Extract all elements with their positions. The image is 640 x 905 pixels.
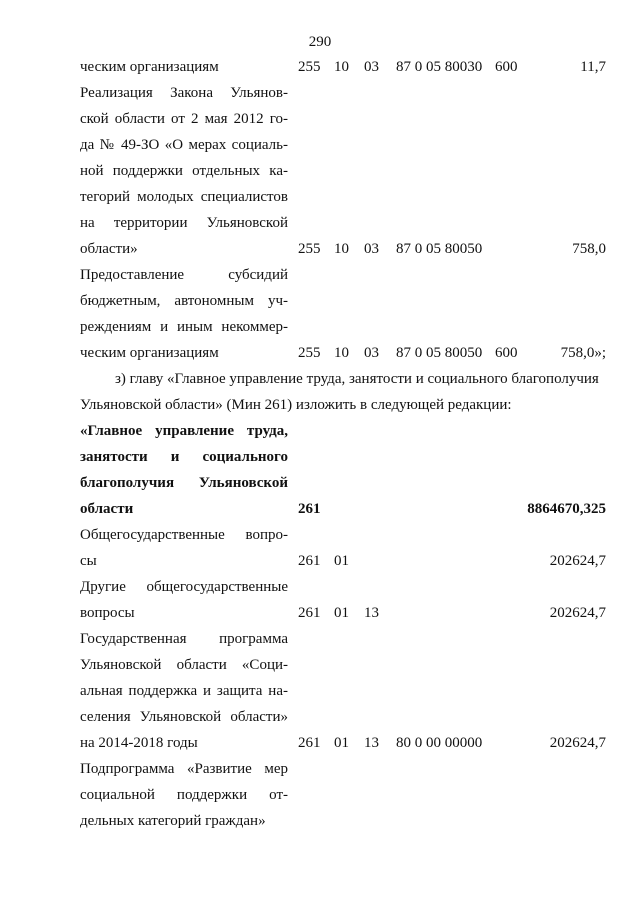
target-article: 87 0 05 80050 [396, 345, 483, 361]
description-line: благополучия Ульяновской [80, 475, 288, 491]
description-line: занятости и социального [80, 449, 288, 465]
budget-table [0, 54, 640, 834]
amendment-paragraph [0, 366, 640, 418]
amount: 8864670,325 [527, 501, 606, 517]
paragraph-line-2: Ульяновской области» (Мин 261) изложить в следующей редакции: [80, 397, 512, 413]
section-code: 01 [334, 553, 349, 569]
expense-type: 600 [495, 59, 518, 75]
ministry-code: 255 [298, 345, 321, 361]
expense-type: 600 [495, 345, 518, 361]
ministry-code: 261 [298, 553, 321, 569]
description-line: ческим организациям [80, 59, 219, 75]
target-article: 80 0 00 00000 [396, 735, 483, 751]
subsection-code: 13 [364, 605, 379, 621]
amount: 758,0 [572, 241, 606, 257]
description-line: ческим организациям [80, 345, 219, 361]
table-row [0, 80, 640, 262]
row-description [80, 756, 288, 834]
description-line: селения Ульяновской области» [80, 709, 288, 725]
amount: 202624,7 [549, 553, 606, 569]
description-line: «Главное управление труда, [80, 423, 288, 439]
ministry-code: 261 [298, 501, 321, 517]
description-line: на территории Ульяновской [80, 215, 288, 231]
paragraph-line-1: з) главу «Главное управление труда, занятости и социального благополучия [115, 371, 599, 387]
section-code: 10 [334, 345, 349, 361]
table-row [0, 262, 640, 366]
description-line: ской области от 2 мая 2012 го- [80, 111, 288, 127]
amount: 11,7 [580, 59, 606, 75]
description-line: дельных категорий граждан» [80, 813, 266, 829]
description-line: Подпрограмма «Развитие мер [80, 761, 288, 777]
section-code: 10 [334, 59, 349, 75]
row-description [80, 626, 288, 756]
table-row [0, 54, 640, 80]
row-description [80, 54, 288, 80]
row-description [80, 574, 288, 626]
row-description [80, 418, 288, 522]
amount: 202624,7 [549, 735, 606, 751]
row-description [80, 262, 288, 366]
subsection-code: 03 [364, 241, 379, 257]
table-row [0, 626, 640, 756]
description-line: бюджетным, автономным уч- [80, 293, 288, 309]
subsection-code: 03 [364, 345, 379, 361]
table-row [0, 522, 640, 574]
subsection-code: 03 [364, 59, 379, 75]
amount: 202624,7 [549, 605, 606, 621]
description-line: альная поддержка и защита на- [80, 683, 288, 699]
description-line: ной поддержки отдельных ка- [80, 163, 288, 179]
description-line: тегорий молодых специалистов [80, 189, 288, 205]
description-line: социальной поддержки от- [80, 787, 288, 803]
subsection-code: 13 [364, 735, 379, 751]
row-description [80, 80, 288, 262]
section-code: 10 [334, 241, 349, 257]
description-line: Ульяновской области «Соци- [80, 657, 288, 673]
target-article: 87 0 05 80030 [396, 59, 483, 75]
section-code: 01 [334, 735, 349, 751]
section-code: 01 [334, 605, 349, 621]
amount: 758,0»; [560, 345, 606, 361]
description-line: Государственная программа [80, 631, 288, 647]
description-line: Другие общегосударственные [80, 579, 288, 595]
description-line: на 2014-2018 годы [80, 735, 198, 751]
description-line: да № 49-ЗО «О мерах социаль- [80, 137, 288, 153]
description-line: вопросы [80, 605, 135, 621]
description-line: Предоставление субсидий [80, 267, 288, 283]
table-row [0, 418, 640, 522]
description-line: реждениям и иным некоммер- [80, 319, 288, 335]
ministry-code: 261 [298, 735, 321, 751]
description-line: Реализация Закона Ульянов- [80, 85, 288, 101]
target-article: 87 0 05 80050 [396, 241, 483, 257]
description-line: области [80, 501, 134, 517]
description-line: сы [80, 553, 97, 569]
table-row [0, 574, 640, 626]
page-number: 290 [308, 34, 332, 50]
table-row [0, 756, 640, 834]
ministry-code: 255 [298, 59, 321, 75]
row-description [80, 522, 288, 574]
description-line: Общегосударственные вопро- [80, 527, 288, 543]
description-line: области» [80, 241, 138, 257]
ministry-code: 261 [298, 605, 321, 621]
budget-table-top [0, 54, 640, 366]
budget-table-bottom [0, 418, 640, 834]
ministry-code: 255 [298, 241, 321, 257]
